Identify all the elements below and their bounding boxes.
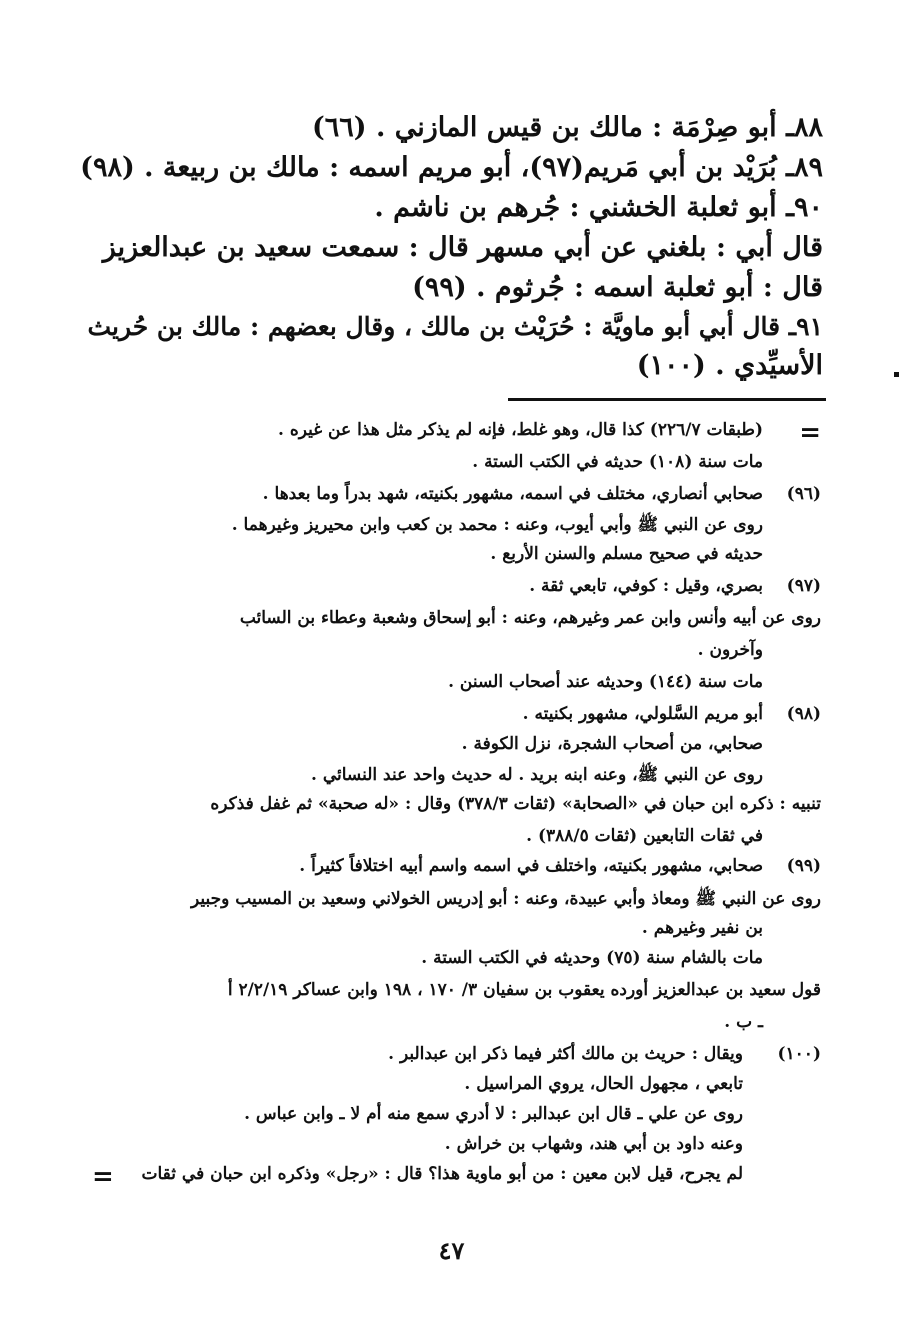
footnote-line: مات سنة (١٠٨) حديثه في الكتب الستة . (472, 452, 763, 472)
footnote-line: مات سنة (١٤٤) وحديثه عند أصحاب السنن . (448, 672, 763, 692)
footnote-line: لم يجرح، قيل لابن معين : من أبو ماوية هذا؟ قال : «رجل» وذكره ابن حبان في ثقات (141, 1164, 743, 1184)
footnote-line: روى عن علي ـ قال ابن عبدالبر : لا أدري سمع منه أم لا ـ وابن عباس . (244, 1104, 743, 1124)
footnote-line: قول سعيد بن عبدالعزيز أورده يعقوب بن سفيان ٣/ ١٧٠ ، ١٩٨ وابن عساكر ٢/٢/١٩ أ (227, 980, 821, 1000)
footnote-line: صحابي أنصاري، مختلف في اسمه، مشهور بكنيته، شهد بدراً وما بعدها . (262, 484, 763, 504)
main-line-89: ٨٩ـ بُرَيْد بن أبي مَريم(٩٧)، أبو مريم اسمه : مالك بن ربيعة . (٩٨) (80, 152, 823, 183)
footnote-line: صحابي، مشهور بكنيته، واختلف في اسمه واسم أبيه اختلافاً كثيراً . (299, 856, 763, 876)
main-line-quote: قال أبي : بلغني عن أبي مسهر قال : سمعت سعيد بن عبدالعزيز (102, 232, 823, 263)
footnote-line: أبو مريم السَّلولي، مشهور بكنيته . (522, 704, 763, 724)
footnote-number-100: (١٠٠) (777, 1044, 821, 1064)
footnote-number-99: (٩٩) (786, 856, 821, 876)
footnote-line: روى عن النبي ﷺ، وعنه ابنه بريد . له حديث واحد عند النسائي . (311, 765, 763, 785)
page-number: ٤٧ (438, 1236, 465, 1265)
footnote-line: بن نفير وغيرهم . (641, 918, 763, 938)
footnote-number-96: (٩٦) (786, 484, 821, 504)
main-line-90: ٩٠ـ أبو ثعلبة الخشني : جُرهم بن ناشم . (374, 192, 823, 223)
footnote-line: وعنه داود بن أبي هند، وشهاب بن خراش . (444, 1134, 743, 1154)
footnote-line: ـ ب . (724, 1012, 763, 1032)
continuation-mark-bottom: = (92, 1162, 114, 1192)
footnote-line: تنبيه : ذكره ابن حبان في «الصحابة» (ثقات ٣٧٨/٣) وقال : «له صحبة» ثم غفل فذكره (210, 794, 821, 814)
footnote-line: روى عن أبيه وأنس وابن عمر وغيرهم، وعنه : أبو إسحاق وشعبة وعطاء بن السائب (239, 608, 821, 628)
main-line-88: ٨٨ـ أبو صِرْمَة : مالك بن قيس المازني . (٦٦) (311, 112, 823, 143)
main-line-91: ٩١ـ قال أبي أبو ماويَّة : حُرَيْث بن مالك ، وقال بعضهم : مالك بن حُريث (87, 312, 823, 341)
footnote-line: صحابي، من أصحاب الشجرة، نزل الكوفة . (461, 734, 763, 754)
footnote-line: وآخرون . (697, 640, 763, 660)
footnote-line: ويقال : حريث بن مالك أكثر فيما ذكر ابن عبدالبر . (388, 1044, 743, 1064)
continuation-mark-top: = (799, 418, 821, 448)
footnote-line: بصري، وقيل : كوفي، تابعي ثقة . (529, 576, 763, 596)
footnote-line: في ثقات التابعين (ثقات ٣٨٨/٥) . (526, 826, 763, 846)
margin-mark (894, 372, 899, 377)
footnote-line: تابعي ، مجهول الحال، يروي المراسيل . (464, 1074, 743, 1094)
main-line-91-cont: الأسيِّدي . (١٠٠) (636, 350, 823, 381)
main-line-quote-cont: قال : أبو ثعلبة اسمه : جُرثوم . (٩٩) (412, 272, 823, 303)
footnote-number-98: (٩٨) (786, 704, 821, 724)
footnote-line: روى عن النبي ﷺ وأبي أيوب، وعنه : محمد بن كعب وابن محيريز وغيرهما . (231, 515, 763, 535)
footnote-line: حديثه في صحيح مسلم والسنن الأربع . (490, 544, 763, 564)
footnote-line: (طبقات ٢٢٦/٧) كذا قال، وهو غلط، فإنه لم يذكر مثل هذا عن غيره . (278, 420, 763, 440)
footnote-number-97: (٩٧) (786, 576, 821, 596)
footnote-line: روى عن النبي ﷺ ومعاذ وأبي عبيدة، وعنه : أبو إدريس الخولاني وسعيد بن المسيب وجبير (190, 889, 821, 909)
footnote-line: مات بالشام سنة (٧٥) وحديثه في الكتب الستة . (421, 948, 763, 968)
footnote-separator (508, 398, 826, 401)
